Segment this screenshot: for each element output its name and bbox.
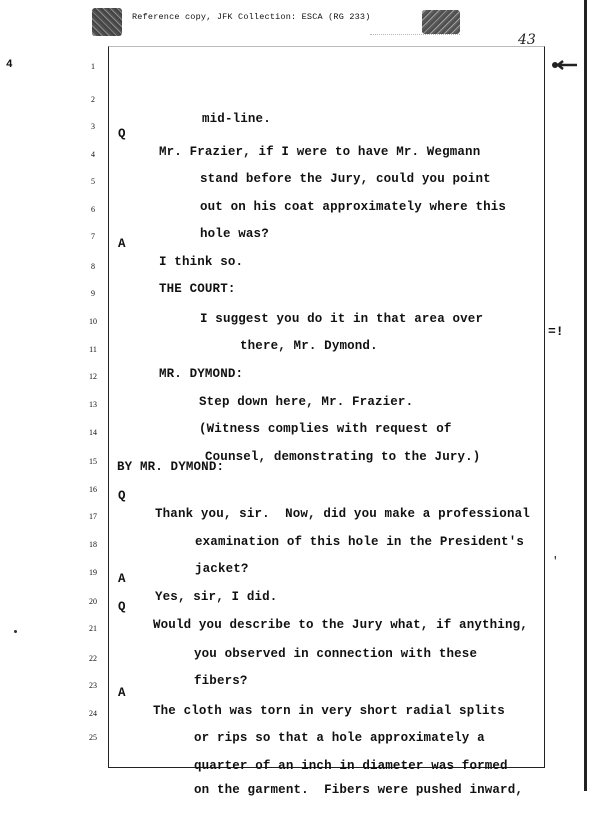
line-text: Counsel, demonstrating to the Jury.) xyxy=(205,450,481,464)
speaker-label: Q xyxy=(118,600,126,614)
line-number: 4 xyxy=(91,150,95,159)
line-text: you observed in connection with these xyxy=(194,647,478,661)
line-number: 13 xyxy=(89,400,97,409)
line-text: stand before the Jury, could you point xyxy=(200,172,491,186)
line-text: Mr. Frazier, if I were to have Mr. Wegmann xyxy=(159,145,481,159)
line-number: 6 xyxy=(91,205,95,214)
speaker-label: A xyxy=(118,572,126,586)
line-text: Thank you, sir. Now, did you make a professional xyxy=(155,507,530,521)
line-text: I think so. xyxy=(159,255,244,269)
line-text: Yes, sir, I did. xyxy=(155,590,278,604)
line-number: 21 xyxy=(89,624,97,633)
line-number: 20 xyxy=(89,597,97,606)
line-number: 2 xyxy=(91,95,95,104)
line-number: 1 xyxy=(91,62,95,71)
margin-tick: ' xyxy=(552,556,559,568)
line-number: 15 xyxy=(89,457,97,466)
line-text: BY MR. DYMOND: xyxy=(117,460,225,474)
line-text: The cloth was torn in very short radial splits xyxy=(153,704,505,718)
line-text: fibers? xyxy=(194,674,248,688)
line-number: 10 xyxy=(89,317,97,326)
speaker-label: A xyxy=(118,686,126,700)
line-number: 24 xyxy=(89,709,97,718)
line-text: or rips so that a hole approximately a xyxy=(194,731,485,745)
line-text: Would you describe to the Jury what, if anything, xyxy=(153,618,528,632)
line-number: 7 xyxy=(91,232,95,241)
line-text: out on his coat approximately where this xyxy=(200,200,507,214)
line-number: 22 xyxy=(89,654,97,663)
margin-mark: =! xyxy=(548,324,564,339)
transcript-line xyxy=(0,58,560,126)
line-text: examination of this hole in the President's xyxy=(195,535,525,549)
speaker-label: Q xyxy=(118,489,126,503)
line-text: hole was? xyxy=(200,227,269,241)
line-number: 19 xyxy=(89,568,97,577)
line-text: jacket? xyxy=(195,562,249,576)
line-number: 17 xyxy=(89,512,97,521)
line-number: 25 xyxy=(89,733,97,742)
line-text: THE COURT: xyxy=(159,282,236,296)
line-number: 18 xyxy=(89,540,97,549)
line-text: there, Mr. Dymond. xyxy=(240,339,378,353)
line-number: 5 xyxy=(91,177,95,186)
line-text: on the garment. Fibers were pushed inward, xyxy=(194,783,524,797)
line-text: Step down here, Mr. Frazier. xyxy=(199,395,414,409)
line-text: quarter of an inch in diameter was formed xyxy=(194,759,508,773)
line-number: 14 xyxy=(89,428,97,437)
left-page-number: 4 xyxy=(6,59,13,71)
line-number: 9 xyxy=(91,289,95,298)
line-number: 16 xyxy=(89,485,97,494)
line-text: MR. DYMOND: xyxy=(159,367,244,381)
document-header: Reference copy, JFK Collection: ESCA (RG 233) xyxy=(132,12,371,22)
handwritten-page-number: 43 xyxy=(518,32,536,48)
line-number: 11 xyxy=(89,345,97,354)
line-number: 3 xyxy=(91,122,95,131)
speaker-label: A xyxy=(118,237,126,251)
line-number: 23 xyxy=(89,681,97,690)
line-text: (Witness complies with request of xyxy=(199,422,452,436)
line-number: 12 xyxy=(89,372,97,381)
line-number: 8 xyxy=(91,262,95,271)
line-text: I suggest you do it in that area over xyxy=(200,312,484,326)
speaker-label: Q xyxy=(118,127,126,141)
line-text: mid-line. xyxy=(202,112,271,126)
